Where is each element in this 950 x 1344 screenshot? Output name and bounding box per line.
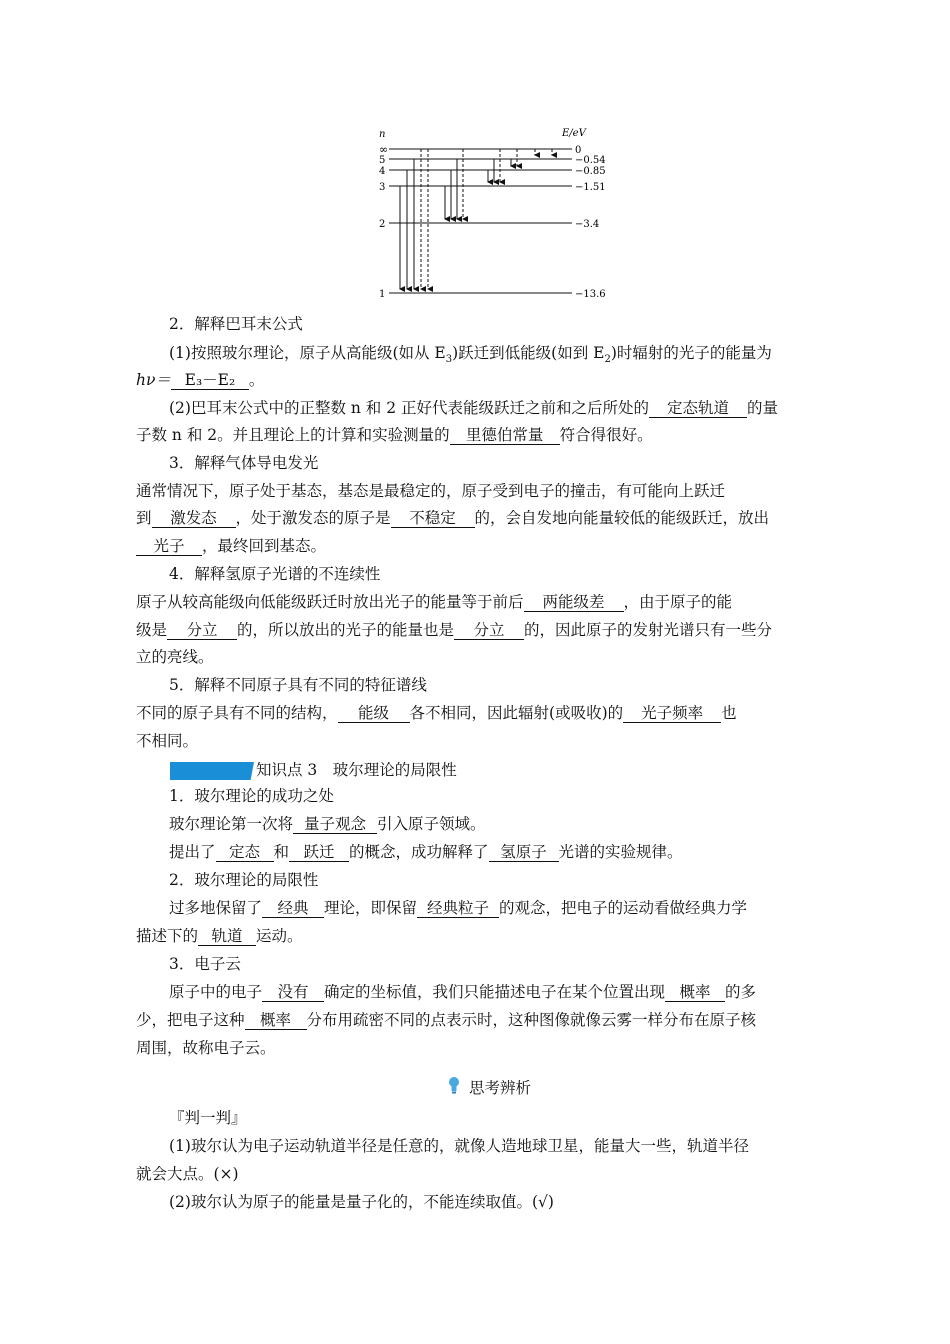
s5-line1: 不同的原子具有不同的结构， 能级 各不相同，因此辐射(或吸收)的 光子频率 也: [136, 704, 737, 722]
blank-energy-levels: 能级: [338, 704, 410, 723]
level-energy-label: −0.85: [575, 166, 606, 177]
blank-discrete-1: 分立: [167, 621, 237, 640]
blank-level-difference: 两能级差: [524, 593, 624, 612]
kp3-line-g: 少，把电子这种 概率 分布用疏密不同的点表示时，这种图像就像云雾一样分布在原子核: [136, 1011, 757, 1029]
level-energy-label: 0: [575, 145, 582, 156]
blank-stationary-orbit: 定态轨道: [649, 399, 747, 418]
kp3-line-e: 原子中的电子 没有 确定的坐标值，我们只能描述电子在某个位置出现 概率 的多: [169, 983, 757, 1001]
blank-photon-energy: E₃－E₂: [171, 371, 249, 390]
kp3-t1: 1．玻尔理论的成功之处: [169, 787, 334, 805]
level-energy-label: −1.51: [575, 182, 606, 193]
blank-unstable: 不稳定: [391, 509, 475, 528]
s3-title: 3．解释气体导电发光: [169, 454, 319, 472]
blank-rydberg: 里德伯常量: [450, 426, 560, 445]
s4-line2: 级是 分立 的，所以放出的光子的能量也是 分立 的，因此原子的发射光谱只有一些分: [136, 621, 773, 639]
blank-probability-1: 概率: [665, 983, 725, 1002]
s2-p2-line2: 子数 n 和 2。并且理论上的计算和实验测量的 里德伯常量 符合得很好。: [136, 426, 653, 444]
e-axis-label: E/eV: [562, 128, 586, 139]
s5-line2: 不相同。: [136, 732, 199, 750]
blank-discrete-2: 分立: [454, 621, 524, 640]
blank-quantum-concept: 量子观念: [293, 815, 377, 834]
s2-p1-line2: hν＝ E₃－E₂ 。: [136, 371, 265, 389]
level-energy-label: −3.4: [575, 219, 600, 230]
s2-title: 2．解释巴耳末公式: [169, 315, 303, 333]
blank-classical: 经典: [262, 899, 324, 918]
level-n-label: 5: [379, 155, 386, 166]
blank-photon-frequency: 光子频率: [623, 704, 721, 723]
kp3-line-h: 周围，故称电子云。: [136, 1039, 276, 1057]
blank-classical-particle: 经典粒子: [417, 899, 499, 918]
blank-probability-2: 概率: [245, 1011, 307, 1030]
level-n-label: 1: [379, 289, 386, 300]
kp3-t2: 2．玻尔理论的局限性: [169, 871, 319, 889]
s4-title: 4．解释氢原子光谱的不连续性: [169, 565, 381, 583]
level-energy-label: −13.6: [575, 289, 606, 300]
n-axis-label: n: [379, 129, 386, 140]
s4-line3: 立的亮线。: [136, 648, 214, 666]
blank-excited-state: 激发态: [152, 509, 236, 528]
think-title: 思考辨析: [469, 1079, 532, 1097]
s3-line2: 到 激发态 ，处于激发态的原子是 不稳定 的，会自发地向能量较低的能级跃迁，放出: [136, 509, 770, 527]
s5-title: 5．解释不同原子具有不同的特征谱线: [169, 676, 427, 694]
q1-line2: 就会大点。(×): [136, 1165, 239, 1183]
s2-p1-line1: (1)按照玻尔理论，原子从高能级(如从 $E_3$)跃迁到低能级(如到 $E_2$)时辐射的光子的能量为: [169, 344, 772, 366]
blank-stationary: 定态: [216, 843, 274, 862]
s4-line1: 原子从较高能级向低能级跃迁时放出光子的能量等于前后 两能级差 ，由于原子的能: [136, 593, 733, 611]
section-tag-bar: [170, 762, 254, 780]
energy-levels: [379, 143, 606, 300]
blank-transition: 跃迁: [289, 843, 349, 862]
q2-line: (2)玻尔认为原子的能量是量子化的，不能连续取值。(√): [169, 1193, 554, 1211]
blank-hydrogen: 氢原子: [489, 843, 559, 862]
judge-heading: 『判一判』: [169, 1109, 247, 1127]
q1-line1: (1)玻尔认为电子运动轨道半径是任意的，就像人造地球卫星，能量大一些，轨道半径: [169, 1137, 749, 1155]
level-n-label: ∞: [379, 143, 389, 156]
level-n-label: 4: [379, 166, 386, 177]
lightbulb-icon: [447, 1076, 461, 1098]
kp3-line-a: 玻尔理论第一次将 量子观念 引入原子领域。: [169, 815, 486, 833]
s2-p2-line1: (2)巴耳末公式中的正整数 n 和 2 正好代表能级跃迁之前和之后所处的 定态轨道 的量: [169, 399, 779, 417]
level-n-label: 2: [379, 219, 386, 230]
blank-none: 没有: [262, 983, 324, 1002]
s3-line1: 通常情况下，原子处于基态，基态是最稳定的，原子受到电子的撞击，有可能向上跃迁: [136, 482, 726, 500]
kp3-line-b: 提出了 定态 和 跃迁 的概念，成功解释了 氢原子 光谱的实验规律。: [169, 843, 683, 861]
kp3-heading: 知识点 3 玻尔理论的局限性: [256, 761, 457, 779]
blank-photon: 光子: [136, 537, 202, 556]
level-energy-label: −0.54: [575, 155, 606, 166]
level-n-label: 3: [379, 182, 386, 193]
s3-line3: 光子 ，最终回到基态。: [136, 536, 326, 556]
blank-orbit: 轨道: [198, 927, 256, 946]
kp3-t3: 3．电子云: [169, 955, 241, 973]
energy-level-diagram: [0, 0, 950, 310]
kp3-line-c: 过多地保留了 经典 理论，即保留 经典粒子 的观念，把电子的运动看做经典力学: [169, 899, 748, 917]
kp3-line-d: 描述下的 轨道 运动。: [136, 927, 303, 945]
